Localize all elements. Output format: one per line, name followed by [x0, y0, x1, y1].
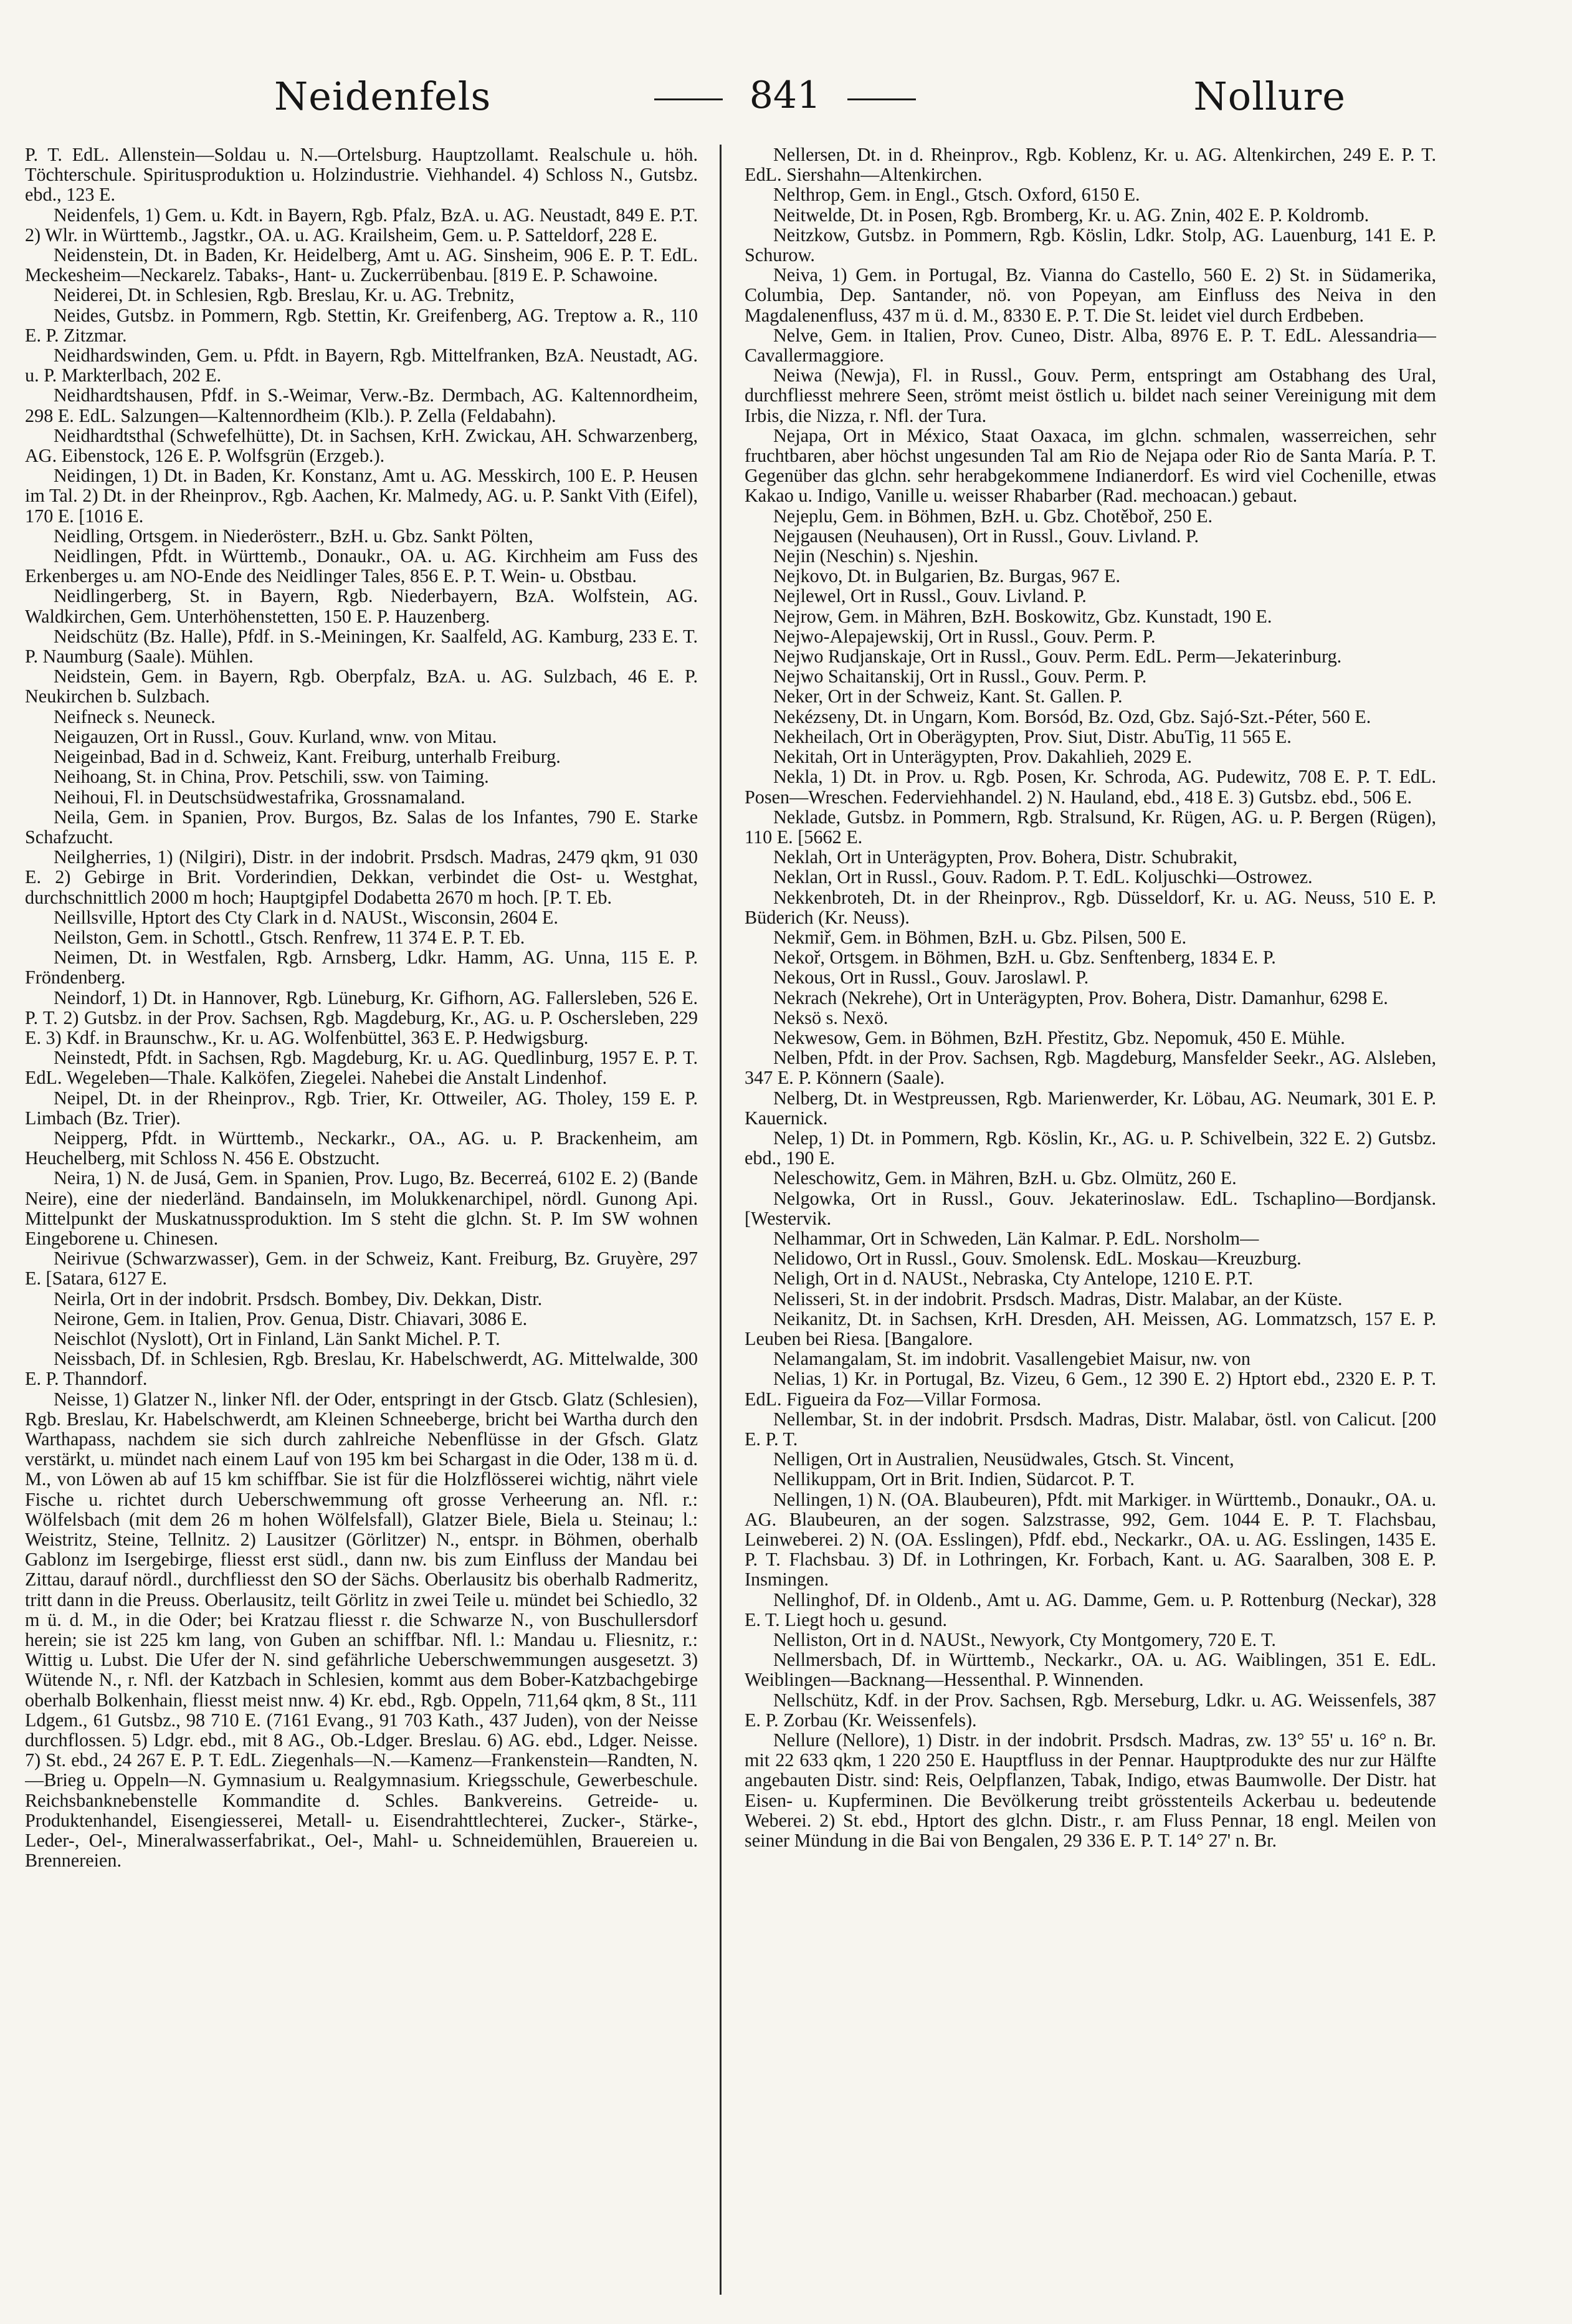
left-entry: Neidlingerberg, St. in Bayern, Rgb. Niederbayern, BzA. Wolfstein, AG. Waldkirchen, Gem. Unterhöhenstetten, 150 E. P. Hauzenberg. — [25, 585, 698, 627]
right-column — [745, 145, 1436, 2295]
left-entry: Neila, Gem. in Spanien, Prov. Burgos, Bz. Salas de los Infantes, 790 E. Starke Schafzucht. — [25, 806, 698, 848]
right-entry: Nejlewel, Ort in Russl., Gouv. Livland. P. — [773, 585, 1087, 607]
left-entry: Neinstedt, Pfdt. in Sachsen, Rgb. Magdeburg, Kr. u. AG. Quedlinburg, 1957 E. P. T. EdL. Wegeleben—Thale. Kalköfen, Ziegelei. Nahebei die Anstalt Lindenhof. — [25, 1047, 698, 1089]
right-entry: Nellure (Nellore), 1) Distr. in der indobrit. Prsdsch. Madras, zw. 13° 55' u. 16° n. Br. mit 22 633 qkm, 1 220 250 E. Hauptfluss in der Pennar. Hauptprodukte des nur zur Hälfte angebauten Distr. sind: Reis, Oelpflanzen, Tabak, Indigo, etwas Baumwolle. Der Distr. hat Eisen- u. Kupferminen. Die Bevölkerung treibt grösstenteils Ackerbau u. bedeutende Weberei. 2) St. ebd., Hptort des glchn. Distr., r. am Fluss Pennar, 18 engl. Meilen von seiner Mündung in die Bai von Bengalen, 29 336 E. P. T. 14° 27' n. Br. — [745, 1729, 1436, 1852]
header-dash-right — [847, 98, 916, 100]
page-number: 841 — [749, 74, 821, 117]
right-entry: Neleschowitz, Gem. in Mähren, BzH. u. Gbz. Olmütz, 260 E. — [773, 1167, 1237, 1189]
header-right-word: Nollure — [1193, 74, 1346, 119]
right-entry: Nekrach (Nekrehe), Ort in Unterägypten, Prov. Bohera, Distr. Damanhur, 6298 E. — [773, 987, 1388, 1008]
left-column — [25, 145, 698, 2295]
left-entry: Neindorf, 1) Dt. in Hannover, Rgb. Lüneburg, Kr. Gifhorn, AG. Fallersleben, 526 E. P. T. 2) Gutsbz. in der Prov. Sachsen, Rgb. Magdeburg, Kr., AG. u. P. Oschersleben, 229 E. 3) Kdf. in Braunschw., Kr. u. AG. Wolfenbüttel, 363 E. P. Hedwigsburg. — [25, 987, 698, 1048]
left-entry: Neischlot (Nyslott), Ort in Finland, Län Sankt Michel. P. T. — [54, 1327, 500, 1349]
right-entry: Nelidowo, Ort in Russl., Gouv. Smolensk. EdL. Moskau—Kreuzburg. — [773, 1248, 1302, 1270]
right-entry: Nekitah, Ort in Unterägypten, Prov. Dakahlieh, 2029 E. — [773, 746, 1193, 768]
left-entry: Neimen, Dt. in Westfalen, Rgb. Arnsberg, Ldkr. Hamm, AG. Unna, 115 E. P. Fröndenberg. — [25, 947, 698, 988]
right-entry: Neitwelde, Dt. in Posen, Rgb. Bromberg, Kr. u. AG. Znin, 402 E. P. Koldromb. — [773, 204, 1370, 226]
right-entry: Nelberg, Dt. in Westpreussen, Rgb. Marienwerder, Kr. Löbau, AG. Neumark, 301 E. P. Kauernick. — [745, 1087, 1436, 1129]
page-header — [69, 74, 1502, 130]
left-entry: Neides, Gutsbz. in Pommern, Rgb. Stettin, Kr. Greifenberg, AG. Treptow a. R., 110 E. P. Zitzmar. — [25, 304, 698, 346]
right-entry: Neitzkow, Gutsbz. in Pommern, Rgb. Köslin, Ldkr. Stolp, AG. Lauenburg, 141 E. P. Schurow. — [745, 224, 1436, 266]
left-entry: Neirone, Gem. in Italien, Prov. Genua, Distr. Chiavari, 3086 E. — [54, 1308, 528, 1329]
left-entry: Neigeinbad, Bad in d. Schweiz, Kant. Freiburg, unterhalb Freiburg. — [54, 746, 561, 768]
right-entry: Nelhammar, Ort in Schweden, Län Kalmar. P. EdL. Norsholm— — [773, 1227, 1259, 1249]
header-left-word: Neidenfels — [274, 74, 492, 119]
left-entry: Neidstein, Gem. in Bayern, Rgb. Oberpfalz, BzA. u. AG. Sulzbach, 46 E. P. Neukirchen b. Sulzbach. — [25, 666, 698, 707]
left-entry: Neillsville, Hptort des Cty Clark in d. NAUSt., Wisconsin, 2604 E. — [54, 906, 558, 928]
right-entry: Nejwo-Alepajewskij, Ort in Russl., Gouv. Perm. P. — [773, 625, 1156, 647]
right-entry: Nellersen, Dt. in d. Rheinprov., Rgb. Koblenz, Kr. u. AG. Altenkirchen, 249 E. P. T. EdL. Siershahn—Altenkirchen. — [745, 145, 1436, 186]
right-entry: Nelliston, Ort in d. NAUSt., Newyork, Cty Montgomery, 720 E. T. — [773, 1629, 1276, 1651]
left-entry: Neidenstein, Dt. in Baden, Kr. Heidelberg, Amt u. AG. Sinsheim, 906 E. P. T. EdL. Meckesheim—Neckarelz. Tabaks-, Hant- u. Zuckerrübenbau. [819 E. P. Schawoine. — [25, 244, 698, 286]
right-entry: Nekous, Ort in Russl., Gouv. Jaroslawl. P. — [773, 967, 1089, 988]
right-entry: Nekmiř, Gem. in Böhmen, BzH. u. Gbz. Pilsen, 500 E. — [773, 926, 1187, 948]
left-entry: Neidschütz (Bz. Halle), Pfdf. in S.-Meiningen, Kr. Saalfeld, AG. Kamburg, 233 E. T. P. Naumburg (Saale). Mühlen. — [25, 625, 698, 667]
right-entry: Nejgausen (Neuhausen), Ort in Russl., Gouv. Livland. P. — [773, 525, 1199, 547]
left-entry: Neidenfels, 1) Gem. u. Kdt. in Bayern, Rgb. Pfalz, BzA. u. AG. Neustadt, 849 E. P.T. 2) Wlr. in Württemb., Jagstkr., OA. u. AG. Krailsheim, Gem. u. P. Satteldorf, 228 E. — [25, 204, 698, 246]
right-entry: Nellinghof, Df. in Oldenb., Amt u. AG. Damme, Gem. u. P. Rottenburg (Neckar), 328 E. T. Liegt hoch u. gesund. — [745, 1589, 1436, 1630]
left-entry: Neilston, Gem. in Schottl., Gtsch. Renfrew, 11 374 E. P. T. Eb. — [54, 926, 525, 948]
left-entry: Neira, 1) N. de Jusá, Gem. in Spanien, Prov. Lugo, Bz. Becerreá, 6102 E. 2) (Bande Neire), eine der niederländ. Bandainseln, im Molukkenarchipel, nördl. Gunong Api. Mittelpunkt der Muskatnussproduktion. Im S steht die glchn. St. P. Im SW wohnen Eingeborene u. Chinesen. — [25, 1167, 698, 1249]
left-entry: Neifneck s. Neuneck. — [54, 705, 216, 727]
right-entry: Neikanitz, Dt. in Sachsen, KrH. Dresden, AH. Meissen, AG. Lommatzsch, 157 E. P. Leuben bei Riesa. [Bangalore. — [745, 1308, 1436, 1349]
right-entry: Nelgowka, Ort in Russl., Gouv. Jekaterinoslaw. EdL. Tschaplino—Bordjansk. [Westervik. — [745, 1187, 1436, 1229]
right-entry: Nekoř, Ortsgem. in Böhmen, BzH. u. Gbz. Senftenberg, 1834 E. P. — [773, 947, 1276, 968]
right-entry: Neligh, Ort in d. NAUSt., Nebraska, Cty Antelope, 1210 E. P.T. — [773, 1268, 1253, 1289]
right-entry: Nelisseri, St. in der indobrit. Prsdsch. Madras, Distr. Malabar, an der Küste. — [773, 1288, 1343, 1309]
right-entry: Nejwo Schaitanskij, Ort in Russl., Gouv. Perm. P. — [773, 666, 1147, 687]
right-entry: Nekkenbroteh, Dt. in der Rheinprov., Rgb. Düsseldorf, Kr. u. AG. Neuss, 510 E. P. Büderich (Kr. Neuss). — [745, 886, 1436, 928]
right-entry: Nelthrop, Gem. in Engl., Gtsch. Oxford, 6150 E. — [773, 184, 1140, 206]
right-entry: Nekheilach, Ort in Oberägypten, Prov. Siut, Distr. AbuTig, 11 565 E. — [773, 725, 1292, 747]
left-entry: Neissbach, Df. in Schlesien, Rgb. Breslau, Kr. Habelschwerdt, AG. Mittelwalde, 300 E. P. Thanndorf. — [25, 1348, 698, 1390]
right-entry: Nellikuppam, Ort in Brit. Indien, Südarcot. P. T. — [773, 1468, 1135, 1490]
right-entry: Nellingen, 1) N. (OA. Blaubeuren), Pfdt. mit Markiger. in Württemb., Donaukr., OA. u. AG. Blaubeuren, an der sogen. Salzstrasse, 992, Gem. 1044 E. P. T. Flachsbau, Leinweberei. 2) N. (OA. Esslingen), Pfdf. ebd., Neckarkr., OA. u. AG. Esslingen, 1435 E. P. T. Flachsbau. 3) Df. in Lothringen, Kr. Forbach, Kant. u. AG. Saaralben, 308 E. P. Insmingen. — [745, 1488, 1436, 1590]
left-entry: P. T. EdL. Allenstein—Soldau u. N.—Ortelsburg. Hauptzollamt. Realschule u. höh. Töchterschule. Spiritusproduktion u. Holzindustrie. Viehhandel. 4) Schloss N., Gutsbz. ebd., 123 E. — [25, 145, 698, 206]
right-entry: Neklan, Ort in Russl., Gouv. Radom. P. T. EdL. Koljuschki—Ostrowez. — [773, 866, 1313, 888]
left-entry: Neidhardswinden, Gem. u. Pfdt. in Bayern, Rgb. Mittelfranken, BzA. Neustadt, AG. u. P. Markterlbach, 202 E. — [25, 345, 698, 386]
right-entry: Nellschütz, Kdf. in der Prov. Sachsen, Rgb. Merseburg, Ldkr. u. AG. Weissenfels, 387 E. P. Zorbau (Kr. Weissenfels). — [745, 1689, 1436, 1731]
right-entry: Neiwa (Newja), Fl. in Russl., Gouv. Perm, entspringt am Ostabhang des Ural, durchfliesst mehrere Seen, strömt meist östlich u. bildet nach seiner Vereinigung mit dem Irbis, die Nizza, r. Nfl. der Tura. — [745, 365, 1436, 426]
right-entry: Neiva, 1) Gem. in Portugal, Bz. Vianna do Castello, 560 E. 2) St. in Südamerika, Columbia, Dep. Santander, nö. von Popeyan, am Einfluss des Neiva in den Magdalenenfluss, 437 m ü. d. M., 8330 E. P. T. Die St. leidet viel durch Erdbeben. — [745, 264, 1436, 326]
right-entry: Nejin (Neschin) s. Njeshin. — [773, 545, 979, 567]
right-entry: Neklade, Gutsbz. in Pommern, Rgb. Stralsund, Kr. Rügen, AG. u. P. Bergen (Rügen), 110 E. [5662 E. — [745, 806, 1436, 848]
right-entry: Neklah, Ort in Unterägypten, Prov. Bohera, Distr. Schubrakit, — [773, 846, 1238, 868]
left-entry: Neidling, Ortsgem. in Niederösterr., BzH. u. Gbz. Sankt Pölten, — [54, 525, 533, 547]
column-divider — [720, 145, 722, 2295]
right-entry: Nellmersbach, Df. in Württemb., Neckarkr., OA. u. AG. Waiblingen, 351 E. EdL. Weiblingen—Backnang—Hessenthal. P. Winnenden. — [745, 1649, 1436, 1691]
left-entry: Neipel, Dt. in der Rheinprov., Rgb. Trier, Kr. Ottweiler, AG. Tholey, 159 E. P. Limbach (Bz. Trier). — [25, 1087, 698, 1129]
left-entry: Neiderei, Dt. in Schlesien, Rgb. Breslau, Kr. u. AG. Trebnitz, — [54, 284, 515, 306]
right-entry: Nekézseny, Dt. in Ungarn, Kom. Borsód, Bz. Ozd, Gbz. Sajó-Szt.-Péter, 560 E. — [773, 705, 1371, 727]
left-entry: Neidhardtsthal (Schwefelhütte), Dt. in Sachsen, KrH. Zwickau, AH. Schwarzenberg, AG. Eibenstock, 126 E. P. Wolfsgrün (Erzgeb.). — [25, 424, 698, 467]
right-entry: Nelligen, Ort in Australien, Neusüdwales, Gtsch. St. Vincent, — [773, 1448, 1234, 1470]
left-entry: Neihoui, Fl. in Deutschsüdwestafrika, Grossnamaland. — [54, 786, 465, 808]
right-entry: Nejkovo, Dt. in Bulgarien, Bz. Burgas, 967 E. — [773, 565, 1121, 587]
left-entry: Neidingen, 1) Dt. in Baden, Kr. Konstanz, Amt u. AG. Messkirch, 100 E. P. Heusen im Tal. 2) Dt. in der Rheinprov., Rgb. Aachen, Kr. Malmedy, AG. u. P. Sankt Vith (Eifel), 170 E. [1016 E. — [25, 465, 698, 527]
right-entry: Nelep, 1) Dt. in Pommern, Rgb. Köslin, Kr., AG. u. P. Schivelbein, 322 E. 2) Gutsbz. ebd., 190 E. — [745, 1127, 1436, 1169]
right-entry: Nelias, 1) Kr. in Portugal, Bz. Vizeu, 6 Gem., 12 390 E. 2) Hptort ebd., 2320 E. P. T. EdL. Figueira da Foz—Villar Formosa. — [745, 1368, 1436, 1410]
right-entry: Nellembar, St. in der indobrit. Prsdsch. Madras, Distr. Malabar, östl. von Calicut. [200 E. P. T. — [745, 1408, 1436, 1450]
left-entry: Neilgherries, 1) (Nilgiri), Distr. in der indobrit. Prsdsch. Madras, 2479 qkm, 91 030 E. 2) Gebirge in Brit. Vorderindien, Dekkan, verbindet die Ost- u. Westghat, durchschnittlich 2000 m hoch; Hauptgipfel Dodabetta 2670 m hoch. [P. T. Eb. — [25, 846, 698, 908]
right-entry: Nejapa, Ort in México, Staat Oaxaca, im glchn. schmalen, wasserreichen, sehr fruchtbaren, aber höchst ungesunden Tal am Rio de Nejapa oder Rio de Santa María. P. T. Gegenüber das glchn. sehr herabgekommene Indianerdorf. Es wird viel Cochenille, etwas Kakao u. Indigo, Vanille u. weisser Rhabarber (Rad. mechoacan.) gebaut. — [745, 424, 1436, 507]
left-entry: Neihoang, St. in China, Prov. Petschili, ssw. von Taiming. — [54, 766, 489, 788]
right-entry: Nejwo Rudjanskaje, Ort in Russl., Gouv. Perm. EdL. Perm—Jekaterinburg. — [773, 646, 1342, 667]
left-entry: Neisse, 1) Glatzer N., linker Nfl. der Oder, entspringt in der Gtscb. Glatz (Schlesien), Rgb. Breslau, Kr. Habelschwerdt, am Kleinen Schneeberge, bricht bei Wartha durch den Warthapass, nachdem sie sich durch zahlreiche Nebenflüsse in der Gfsch. Glatz verstärkt, u. mündet nach einem Lauf von 195 km bei Schargast in die Oder, 138 m ü. d. M., von Löwen ab auf 15 km schiffbar. Sie ist für die Holzflösserei wichtig, nährt viele Fische u. richtet durch Ueberschwemmung oft grosse Verheerung an. Nfl. r.: Wölfelsbach (mit dem 26 m hohen Wölfelsfall), Glatzer Biele, Biela u. Steinau; l.: Weistritz, Steine, Tellnitz. 2) Lausitzer (Görlitzer) N., entspr. in Böhmen, oberhalb Gablonz im Isergebirge, fliesst erst südl., dann nw. bis zum Einfluss der Mandau bei Zittau, darauf nördl., durchfliesst den SO der Sächs. Oberlausitz bis oberhalb Radmeritz, tritt dann in die Preuss. Oberlausitz, teilt Görlitz in zwei Teile u. mündet bei Schiedlo, 32 m ü. d. M., in die Oder; bei Kratzau fliesst r. die Schwarze N., von Buschullersdorf herein; sie ist 225 km lang, von Guben an schiffbar. Nfl. l.: Mandau u. Fliesnitz, r.: Wittig u. Lubst. Die Ufer der N. sind gefährliche Ueberschwemmungen ausgesetzt. 3) Wütende N., r. Nfl. der Katzbach in Schlesien, kommt aus dem Bober-Katzbachgebirge oberhalb Bolkenhain, fliesst meist nnw. 4) Kr. ebd., Rgb. Oppeln, 711,64 qkm, 8 St., 111 Ldgem., 61 Gutsbz., 98 710 E. (7161 Evang., 91 703 Kath., 437 Juden), von der Neisse durchflossen. 5) Ldgr. ebd., mit 8 AG., Ob.-Ldger. Breslau. 6) AG. ebd., Ldger. Neisse. 7) St. ebd., 24 267 E. P. T. EdL. Ziegenhals—N.—Kamenz—Frankenstein—Randten, N.—Brieg u. Oppeln—N. Gymnasium u. Realgymnasium. Kriegsschule, Gewerbeschule. Reichsbanknebenstelle Kommandite d. Schles. Bankvereins. Getreide- u. Produktenhandel, Eisengiesserei, Metall- u. Eisendrahttlechterei, Zucker-, Stärke-, Leder-, Oel-, Mineralwasserfabrikat., Oel-, Mahl- u. Schneidemühlen, Brauereien u. Brennereien. — [25, 1388, 698, 1872]
right-entry: Nekla, 1) Dt. in Prov. u. Rgb. Posen, Kr. Schroda, AG. Pudewitz, 708 E. P. T. EdL. Posen—Wreschen. Federviehhandel. 2) N. Hauland, ebd., 418 E. 3) Gutsbz. ebd., 506 E. — [745, 766, 1436, 808]
right-entry: Nejrow, Gem. in Mähren, BzH. Boskowitz, Gbz. Kunstadt, 190 E. — [773, 605, 1272, 627]
left-entry: Neidhardtshausen, Pfdf. in S.-Weimar, Verw.-Bz. Dermbach, AG. Kaltennordheim, 298 E. EdL. Salzungen—Kaltennordheim (Klb.). P. Zella (Feldabahn). — [25, 385, 698, 426]
right-entry: Nekwesow, Gem. in Böhmen, BzH. Přestitz, Gbz. Nepomuk, 450 E. Mühle. — [773, 1026, 1345, 1048]
left-entry: Neidlingen, Pfdt. in Württemb., Donaukr., OA. u. AG. Kirchheim am Fuss des Erkenberges u. am NO-Ende des Neidlinger Tales, 856 E. P. T. Wein- u. Obstbau. — [25, 545, 698, 587]
left-entry: Neirla, Ort in der indobrit. Prsdsch. Bombey, Div. Dekkan, Distr. — [54, 1288, 543, 1309]
right-entry: Nelamangalam, St. im indobrit. Vasallengebiet Maisur, nw. von — [773, 1348, 1250, 1370]
right-entry: Nelben, Pfdt. in der Prov. Sachsen, Rgb. Magdeburg, Mansfelder Seekr., AG. Alsleben, 347 E. P. Könnern (Saale). — [745, 1047, 1436, 1089]
right-entry: Nelve, Gem. in Italien, Prov. Cuneo, Distr. Alba, 8976 E. P. T. EdL. Alessandria—Cavallermaggiore. — [745, 324, 1436, 366]
right-entry: Neker, Ort in der Schweiz, Kant. St. Gallen. P. — [773, 686, 1123, 707]
left-entry: Neigauzen, Ort in Russl., Gouv. Kurland, wnw. von Mitau. — [54, 725, 497, 747]
left-entry: Neirivue (Schwarzwasser), Gem. in der Schweiz, Kant. Freiburg, Bz. Gruyère, 297 E. [Satara, 6127 E. — [25, 1248, 698, 1289]
right-entry: Neksö s. Nexö. — [773, 1007, 888, 1028]
right-entry: Nejeplu, Gem. in Böhmen, BzH. u. Gbz. Chotěboř, 250 E. — [773, 505, 1213, 527]
left-entry: Neipperg, Pfdt. in Württemb., Neckarkr., OA., AG. u. P. Brackenheim, am Heuchelberg, mit Schloss N. 456 E. Obstzucht. — [25, 1127, 698, 1169]
